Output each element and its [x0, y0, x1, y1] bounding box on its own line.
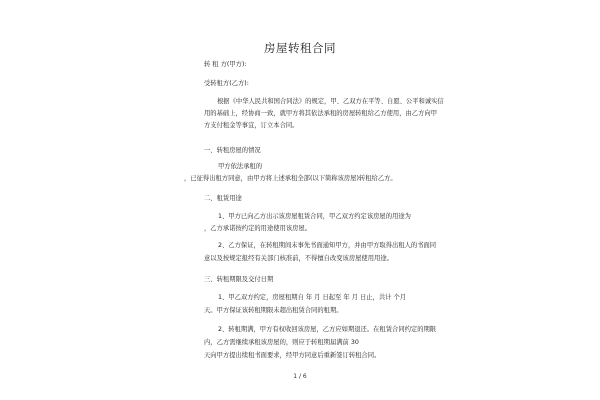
section-3-item-1-line-1: 1、甲乙双方约定，房屋租期自 年 月 日起至 年 月 日止，共计 个月	[218, 294, 407, 301]
preamble-line-2: 用的基础上，经协商一致，就甲方将其依法承租的房屋转租给乙方使用，由乙方向甲	[204, 110, 437, 117]
section-3-item-1-line-2: 天。甲方保证该转租期限未超出租赁合同的租期。	[204, 307, 343, 314]
section-1-line-1: 甲方依法承租的	[218, 163, 263, 170]
section-2-item-2-line-2: 意以及按规定报经有关部门核准前，不得擅自改变该房屋使用用途。	[204, 255, 393, 262]
section-3-item-2-line-3: 天向甲方提出续租书面要求，经甲方同意后重新签订转租合同。	[204, 352, 381, 359]
party-b-line: 受转租方(乙方):	[204, 80, 249, 87]
preamble-line-3: 方支付租金等事宜，订立本合同。	[204, 122, 299, 129]
party-a-line: 转 租 方(甲方):	[204, 61, 247, 68]
section-1-heading: 一、转租房屋的情况	[204, 147, 261, 154]
section-1-line-2: ，已征得出租方同意，由甲方将上述承租全部(以下简称该房屋)转租给乙方。	[184, 175, 397, 182]
section-3-heading: 三、转租期限及交付日期	[204, 276, 274, 283]
section-2-heading: 二、租赁用途	[204, 195, 242, 202]
preamble-line-1: 根据《中华人民共和国合同法》的规定，甲、乙双方在平等、自愿、公平和诚实信	[217, 98, 444, 105]
section-3-item-2-line-1: 2、转租期满，甲方有权收回该房屋，乙方应如期退还。在租赁合同约定的期限	[218, 326, 437, 333]
section-2-item-1-line-2: ，乙方承诺按约定的用途使用该房屋。	[204, 225, 312, 232]
section-2-item-1-line-1: 1、甲方已向乙方出示该房屋租赁合同，甲乙双方约定该房屋的用途为	[218, 213, 411, 220]
section-3-item-2-line-2: 内，乙方需继续承租该房屋的，则应于转租期届满前 30	[204, 339, 359, 346]
section-2-item-2-line-1: 2、乙方保证，在转租期间未事先书面通知甲方，并由甲方取得出租人的书面同	[218, 242, 437, 249]
page-number: 1 / 6	[293, 373, 307, 380]
document-title: 房屋转租合同	[264, 41, 336, 55]
